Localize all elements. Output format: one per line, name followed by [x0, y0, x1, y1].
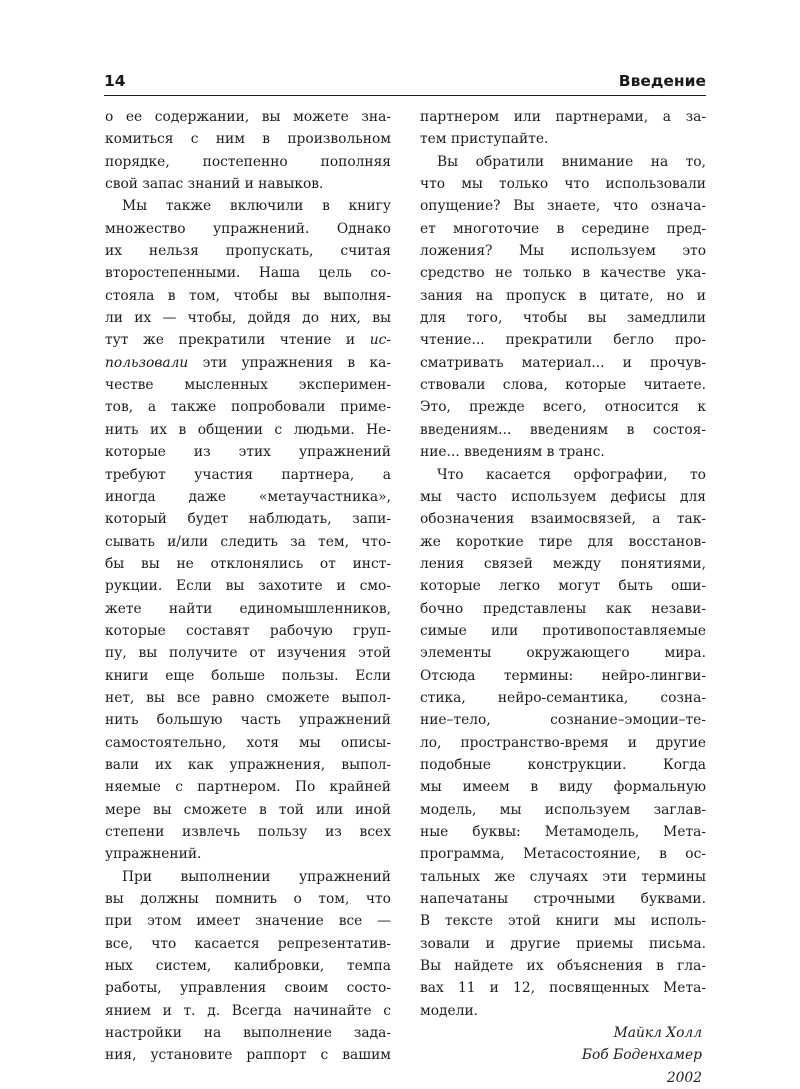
text-line: мы часто используем дефисы для [420, 488, 706, 505]
text-line: порядке, постепенно пополняя [105, 153, 391, 170]
text-line: ние... введениям в транс. [420, 444, 605, 461]
text-line: которые из этих упражнений [105, 444, 391, 461]
text-line: ли их — чтобы, дойдя до них, вы [105, 310, 391, 327]
text-line: Вы найдете их объяснения в гла- [420, 958, 706, 975]
text-line: Это, прежде всего, относится к [420, 399, 706, 416]
text-line: сывать и/или следить за тем, что- [105, 533, 391, 550]
text-line: самостоятельно, хотя мы описы- [105, 734, 391, 751]
text-line: упражнений. [105, 846, 202, 863]
text-line: ных систем, калибровки, темпа [105, 958, 391, 975]
text-line: тем приступайте. [420, 131, 549, 148]
text-line: ные буквы: Метамодель, Мета- [420, 824, 706, 840]
text-line: Мы также включили в книгу [122, 198, 391, 215]
text-line: вы должны помнить о том, что [105, 891, 391, 908]
text-line: бы вы не отклонялись от инст- [105, 555, 391, 572]
text-line: ствовали слова, которые читаете. [420, 377, 706, 394]
text-line: Отсюда термины: нейро-лингви- [420, 667, 706, 684]
text-line: При выполнении упражнений [122, 868, 391, 885]
text-line: тальных же случаях эти термины [420, 868, 706, 885]
text-line: обозначения взаимосвязей, а так- [420, 511, 706, 528]
text-line: который будет наблюдать, запи- [105, 511, 391, 528]
text-line [105, 329, 391, 351]
text-line: стика, нейро-семантика, созна- [420, 689, 706, 706]
text-line: пу, вы получите от изучения этой [105, 645, 391, 662]
text-line: ет многоточие в середине пред- [420, 220, 706, 237]
signature-author-2: Боб Боденхамер [581, 1047, 702, 1064]
text-line: нить большую часть упражнений [105, 712, 391, 729]
text-line [105, 352, 391, 374]
page-number: 14 [104, 72, 126, 90]
text-fragment: эти упражнения в ка- [188, 354, 391, 371]
right-column [420, 106, 706, 1089]
text-line: настройки на выполнение зада- [105, 1025, 391, 1042]
signature-year: 2002 [666, 1069, 702, 1086]
text-line: вах 11 и 12, посвященных Мета- [420, 980, 706, 997]
text-line: напечатаны строчными буквами. [420, 891, 706, 908]
text-line: свой запас знаний и навыков. [105, 176, 324, 193]
text-line: все, что касается репрезентатив- [105, 935, 391, 952]
text-line: их нельзя пропускать, считая [105, 243, 391, 260]
signature-author-1: Майкл Холл [613, 1025, 702, 1042]
section-title: Введение [618, 72, 706, 90]
left-column [105, 106, 391, 1067]
text-line: зовали и другие приемы письма. [420, 935, 706, 952]
text-line: нить их в общении с людьми. Не- [105, 421, 391, 438]
text-line: вали их как упражнения, выпол- [105, 756, 391, 773]
text-line: сматривать материал... и прочув- [420, 354, 706, 371]
text-line: ния, установите раппорт с вашим [105, 1047, 391, 1064]
text-line: янием и т. д. Всегда начинайте с [105, 1002, 391, 1019]
text-line: няемые с партнером. По крайней [105, 779, 391, 796]
italic-fragment: пользовали [105, 354, 189, 371]
text-line: чтение... прекратили бегло про- [420, 332, 706, 349]
text-line: введениям... введениям в состоя- [420, 421, 706, 438]
text-line: стояла в том, чтобы вы выполня- [105, 287, 391, 304]
italic-fragment: ис- [369, 332, 391, 349]
text-line: что мы только что использовали [420, 176, 706, 193]
running-header [104, 67, 706, 96]
text-line: Вы обратили внимание на то, [437, 153, 706, 170]
text-line: честве мысленных эксперимен- [105, 377, 391, 394]
text-line: второстепенными. Наша цель со- [105, 265, 391, 282]
text-line: комиться с ним в произвольном [105, 131, 391, 148]
text-line: зания на пропуск в цитате, но и [420, 287, 706, 304]
text-line: программа, Метасостояние, в ос- [420, 846, 706, 863]
text-line: симые или противопоставляемые [420, 622, 706, 639]
text-line: о ее содержании, вы можете зна- [105, 109, 391, 125]
text-line: для того, чтобы вы замедлили [420, 310, 706, 327]
text-line: которые легко могут быть оши- [420, 578, 706, 595]
text-line: средство не только в качестве ука- [420, 265, 706, 282]
text-line: иногда даже «метаучастника», [105, 488, 391, 505]
text-line: при этом имеет значение все — [105, 913, 391, 930]
text-line: которые составят рабочую груп- [105, 622, 391, 639]
text-line: множество упражнений. Однако [105, 220, 391, 237]
text-line: степени извлечь пользу из всех [105, 824, 391, 840]
text-line: партнером или партнерами, а за- [420, 109, 706, 125]
text-fragment: тут же прекратили чтение и [105, 332, 370, 349]
text-line: книги еще больше пользы. Если [105, 667, 391, 684]
text-line: жете найти единомышленников, [105, 600, 391, 617]
text-line: ло, пространство-время и другие [420, 734, 706, 751]
text-line: опущение? Вы знаете, что означа- [420, 198, 706, 215]
text-line: мере вы сможете в той или иной [105, 801, 391, 818]
text-line: подобные конструкции. Когда [420, 756, 706, 773]
text-line: же короткие тире для восстанов- [420, 533, 706, 550]
text-line: работы, управления своим состо- [105, 980, 391, 997]
text-line: ложения? Мы используем это [420, 243, 706, 260]
text-line: В тексте этой книги мы исполь- [420, 913, 706, 930]
text-line: ние–тело, сознание–эмоции–те- [420, 712, 706, 729]
text-line: бочно представлены как незави- [420, 600, 706, 617]
text-line: модель, мы используем заглав- [420, 801, 706, 818]
text-line: модели. [420, 1002, 479, 1019]
text-line: Что касается орфографии, то [437, 466, 706, 483]
text-line: нет, вы все равно сможете выпол- [105, 689, 391, 706]
text-line: рукции. Если вы захотите и смо- [105, 578, 391, 595]
text-line: тов, а также попробовали приме- [105, 399, 391, 416]
text-line: требуют участия партнера, а [105, 466, 391, 483]
text-line: ления связей между понятиями, [420, 555, 706, 572]
text-line: элементы окружающего мира. [420, 645, 706, 662]
text-line: мы имеем в виду формальную [420, 779, 706, 796]
